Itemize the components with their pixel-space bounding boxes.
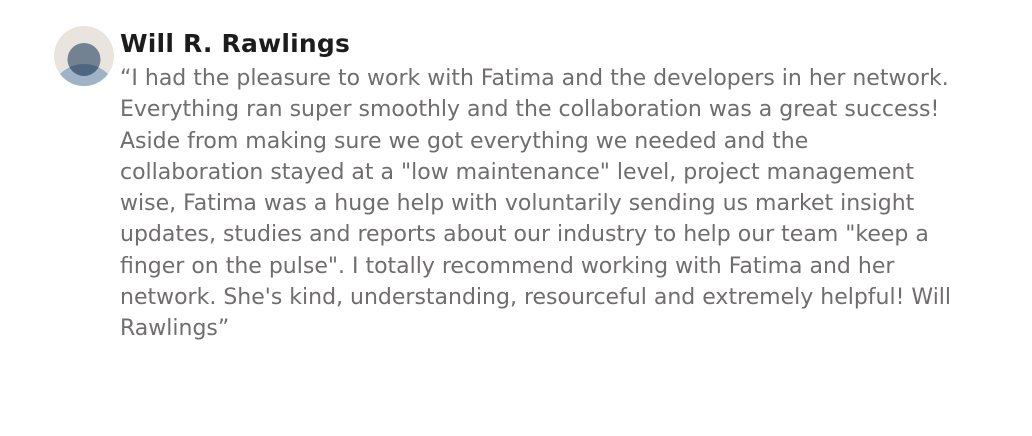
avatar — [54, 26, 114, 86]
testimonial-content — [120, 26, 952, 345]
person-icon-head — [68, 43, 101, 76]
author-name: Will R. Rawlings — [120, 29, 351, 58]
quote-text: “I had the pleasure to work with Fatima and the developers in her network. Everything ran super smoothly and the collaboration was a great success! Aside from making sure we got everything we needed and the collaboration stayed at a "low maintenance" level, project management wise, Fatima was a huge help with voluntarily sending us market insight updates, studies and reports about our industry to help our team "keep a finger on the pulse". I totally recommend working with Fatima and her network. She's kind, understanding, resourceful and extremely helpful! Will Rawlings” — [120, 66, 952, 342]
